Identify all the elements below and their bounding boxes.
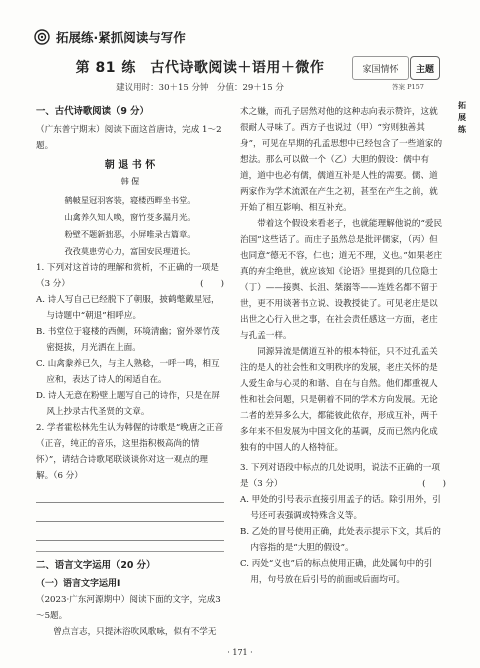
poem-line: 山禽养久知人唤，窗竹芟多漏月光。: [64, 212, 196, 222]
answer-line[interactable]: [36, 488, 224, 503]
side-tab-char: 展: [458, 113, 466, 122]
theme-label: 家国情怀: [352, 56, 409, 80]
poem-line: 孜孜莫患劳心力，富国安民理道长。: [64, 246, 196, 256]
passage-paragraph: 同源异流是儒道互补的根本特征，只不过孔孟关注的是人的社会性和文明秩序的发展，老庄关怀的是人爱生命与心灵的和谐、自在与自然。他们都重视人性和社会问题，只是朝着不同的学术方向发展。无论二者的差异多么大，都能彼此依存，形成互补，两千多年来不但发展为中国文化的基调，反而已然内化成独有的中国人的人格特征。: [240, 347, 438, 453]
poem-line: 鹤帔星冠羽客装，寝楼西畔坐书堂。: [64, 195, 196, 205]
option-b: B. 书堂位于寝楼的西侧，环境清幽；窗外翠竹茂密挺拔，月光洒在上面。: [36, 327, 220, 353]
passage-start: 曾点言志，只提沐浴吹风歌咏，似有不学无: [53, 627, 217, 637]
section-1-intro: （广东普宁期末）阅读下面这首唐诗，完成 1～2题。: [36, 125, 222, 151]
subsection-intro: （2023·广东河源期中）阅读下面的文字，完成3～5题。: [36, 595, 221, 621]
section-2-heading: 二、语言文字运用（20 分）: [36, 560, 156, 571]
side-tab-char: 拓: [458, 101, 466, 110]
poem-author: 韩 偓: [120, 177, 140, 186]
answer-reference: 答案 P157: [392, 83, 424, 91]
option-d: D. 诗人无意在粉壁上题写自己的诗作，只是在屏风上抄录古代圣贤的文章。: [36, 391, 220, 417]
passage-paragraph: 术之嫌，而孔子居然对他的这种志向表示赞许，这就很耐人寻味了。西方子也说过（甲）“穷则独善其身”，可见在早期的孔孟思想中已经包含了一些道家的想法。那么可以做一个（乙）大胆的假设：儒中有道，道中也必有儒，儒道互补是人性的需要。儒、道两家作为学术流派在产生之初，甚至在产生之前，就开始了相互影响、相互补充。: [240, 107, 443, 213]
question-2: 2. 学者霍松林先生认为韩偓的诗歌是“晚唐之正音（正音，纯正的音乐，这里指积极高尚的情怀）”，请结合诗歌尾联谈谈你对这一观点的理解。（6 分）: [36, 423, 224, 481]
option-a: A. 甲处的引号表示直接引用孟子的话。除引用外，引号还可表强调或特殊含义等。: [240, 495, 441, 521]
question-1-text: 1. 下列对这首诗的理解和赏析，不正确的一项是（3 分）: [36, 263, 219, 289]
question-3-text: 3. 下列对语段中标点的几处说明，说法不正确的一项是（3 分）: [240, 463, 440, 489]
poem-title: 朝 退 书 怀: [104, 160, 156, 171]
divider: [36, 551, 224, 552]
option-b: B. 乙处的冒号使用正确，此处表示提示下文，其后的内容指的是“大胆的假设”。: [240, 527, 441, 553]
theme-tag: 主题: [410, 56, 440, 80]
side-tab: [455, 100, 469, 136]
question-1: [36, 260, 224, 292]
right-column: [240, 104, 446, 588]
lesson-heading: [40, 57, 360, 93]
section-title: 拓展练·紧抓阅读与写作: [56, 30, 186, 45]
question-3: [240, 460, 446, 492]
theme-box: [352, 56, 438, 84]
left-column: [36, 104, 224, 640]
option-c: C. 丙处“义也”后的标点使用正确，此处属句中的引用，句号放在后引号的前面或后面均可。: [240, 559, 433, 585]
passage-paragraph: 带着这个假设来看老子，也就能理解他说的“爱民治国”这些话了。而庄子虽然总是批评儒家，（丙）但也同意“德无不容，仁也；道无不理，义也。”如果老庄真的弃尘绝世，就应该知《论语》里提到的几位隐士（丁）——接舆、长沮、桀溺等——连姓名都不留于世，更不用谈著书立说、设教授徒了。可见老庄是以出世之心行入世之事，在社会责任感这一方面，老庄与孔孟一样。: [240, 219, 443, 341]
answer-line[interactable]: [36, 507, 224, 522]
option-c: C. 山禽豢养已久，与主人熟稔，一呼一鸣，相互应和，表达了诗人的闲适自在。: [36, 359, 220, 385]
poem-line: 粉壁不题新拙恶，小屏唯录古篇章。: [64, 229, 196, 239]
lesson-title: 第 81 练 古代诗歌阅读＋语用＋微作: [75, 60, 325, 76]
subsection-heading: （一）语言文字运用Ⅰ: [36, 579, 121, 589]
answer-line[interactable]: [36, 526, 224, 541]
option-a: A. 诗人写自己已经脱下了朝服，披鹤氅戴星冠，与诗题中“朝退”相呼应。: [36, 295, 220, 321]
answer-paren[interactable]: ( ): [422, 479, 446, 489]
target-icon: [34, 29, 50, 45]
answer-paren[interactable]: ( ): [200, 279, 224, 289]
section-header: [34, 26, 454, 48]
section-1-heading: 一、古代诗歌阅读（9 分）: [36, 106, 149, 117]
page-number: · 171 ·: [227, 648, 253, 657]
side-tab-char: 练: [458, 125, 466, 134]
lesson-time: 建议用时：30＋15 分钟 分值：29＋15 分: [116, 83, 284, 93]
